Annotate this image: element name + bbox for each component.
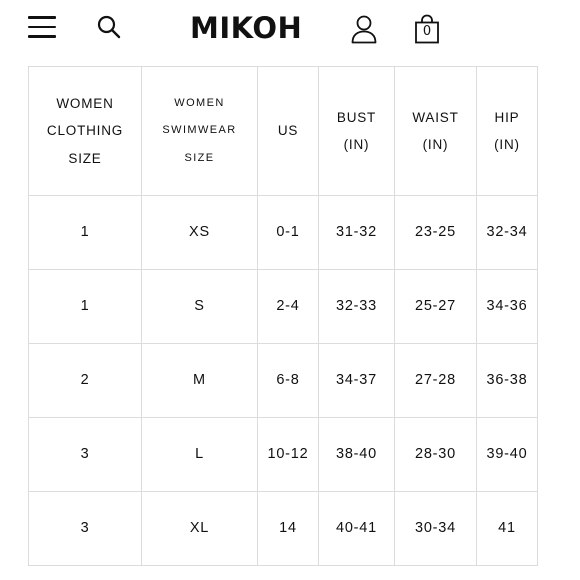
column-header-waist: WAIST (IN)	[395, 67, 477, 196]
cell-waist: 30-34	[395, 492, 477, 566]
cell-waist: 25-27	[395, 270, 477, 344]
menu-bar	[28, 16, 56, 19]
cell-bust: 40-41	[319, 492, 395, 566]
cell-swimwear-size: M	[142, 344, 258, 418]
table-row	[29, 418, 538, 492]
cell-hip: 32-34	[477, 196, 538, 270]
cell-hip: 34-36	[477, 270, 538, 344]
bag-count-badge: 0	[422, 24, 432, 39]
cell-swimwear-size: XS	[142, 196, 258, 270]
table-row	[29, 344, 538, 418]
cell-bust: 38-40	[319, 418, 395, 492]
column-header-bust: BUST (IN)	[319, 67, 395, 196]
column-header-us: US	[258, 67, 319, 196]
table-row	[29, 270, 538, 344]
cell-bust: 32-33	[319, 270, 395, 344]
cell-us-size: 10-12	[258, 418, 319, 492]
cell-us-size: 2-4	[258, 270, 319, 344]
column-header-swimwear-size: WOMEN SWIMWEAR SIZE	[142, 67, 258, 196]
cell-clothing-size: 3	[29, 418, 142, 492]
cell-waist: 27-28	[395, 344, 477, 418]
cell-clothing-size: 2	[29, 344, 142, 418]
cell-clothing-size: 1	[29, 196, 142, 270]
cell-waist: 28-30	[395, 418, 477, 492]
brand-logo[interactable]: MIKOH	[190, 11, 303, 45]
shopping-bag-button[interactable]	[414, 14, 440, 44]
column-header-hip: HIP (IN)	[477, 67, 538, 196]
menu-bar	[28, 26, 56, 29]
cell-bust: 34-37	[319, 344, 395, 418]
user-account-icon[interactable]	[350, 14, 378, 44]
cell-swimwear-size: S	[142, 270, 258, 344]
search-icon[interactable]	[96, 14, 122, 40]
cell-us-size: 14	[258, 492, 319, 566]
cell-us-size: 0-1	[258, 196, 319, 270]
size-chart-table	[28, 66, 538, 566]
table-row	[29, 492, 538, 566]
cell-hip: 41	[477, 492, 538, 566]
cell-us-size: 6-8	[258, 344, 319, 418]
hamburger-menu-icon[interactable]	[28, 16, 56, 38]
menu-bar	[28, 35, 56, 38]
table-row	[29, 196, 538, 270]
cell-waist: 23-25	[395, 196, 477, 270]
cell-swimwear-size: L	[142, 418, 258, 492]
cell-hip: 36-38	[477, 344, 538, 418]
column-header-clothing-size: WOMEN CLOTHING SIZE	[29, 67, 142, 196]
cell-swimwear-size: XL	[142, 492, 258, 566]
cell-bust: 31-32	[319, 196, 395, 270]
cell-clothing-size: 3	[29, 492, 142, 566]
table-header-row	[29, 67, 538, 196]
site-header	[0, 0, 580, 60]
cell-clothing-size: 1	[29, 270, 142, 344]
cell-hip: 39-40	[477, 418, 538, 492]
